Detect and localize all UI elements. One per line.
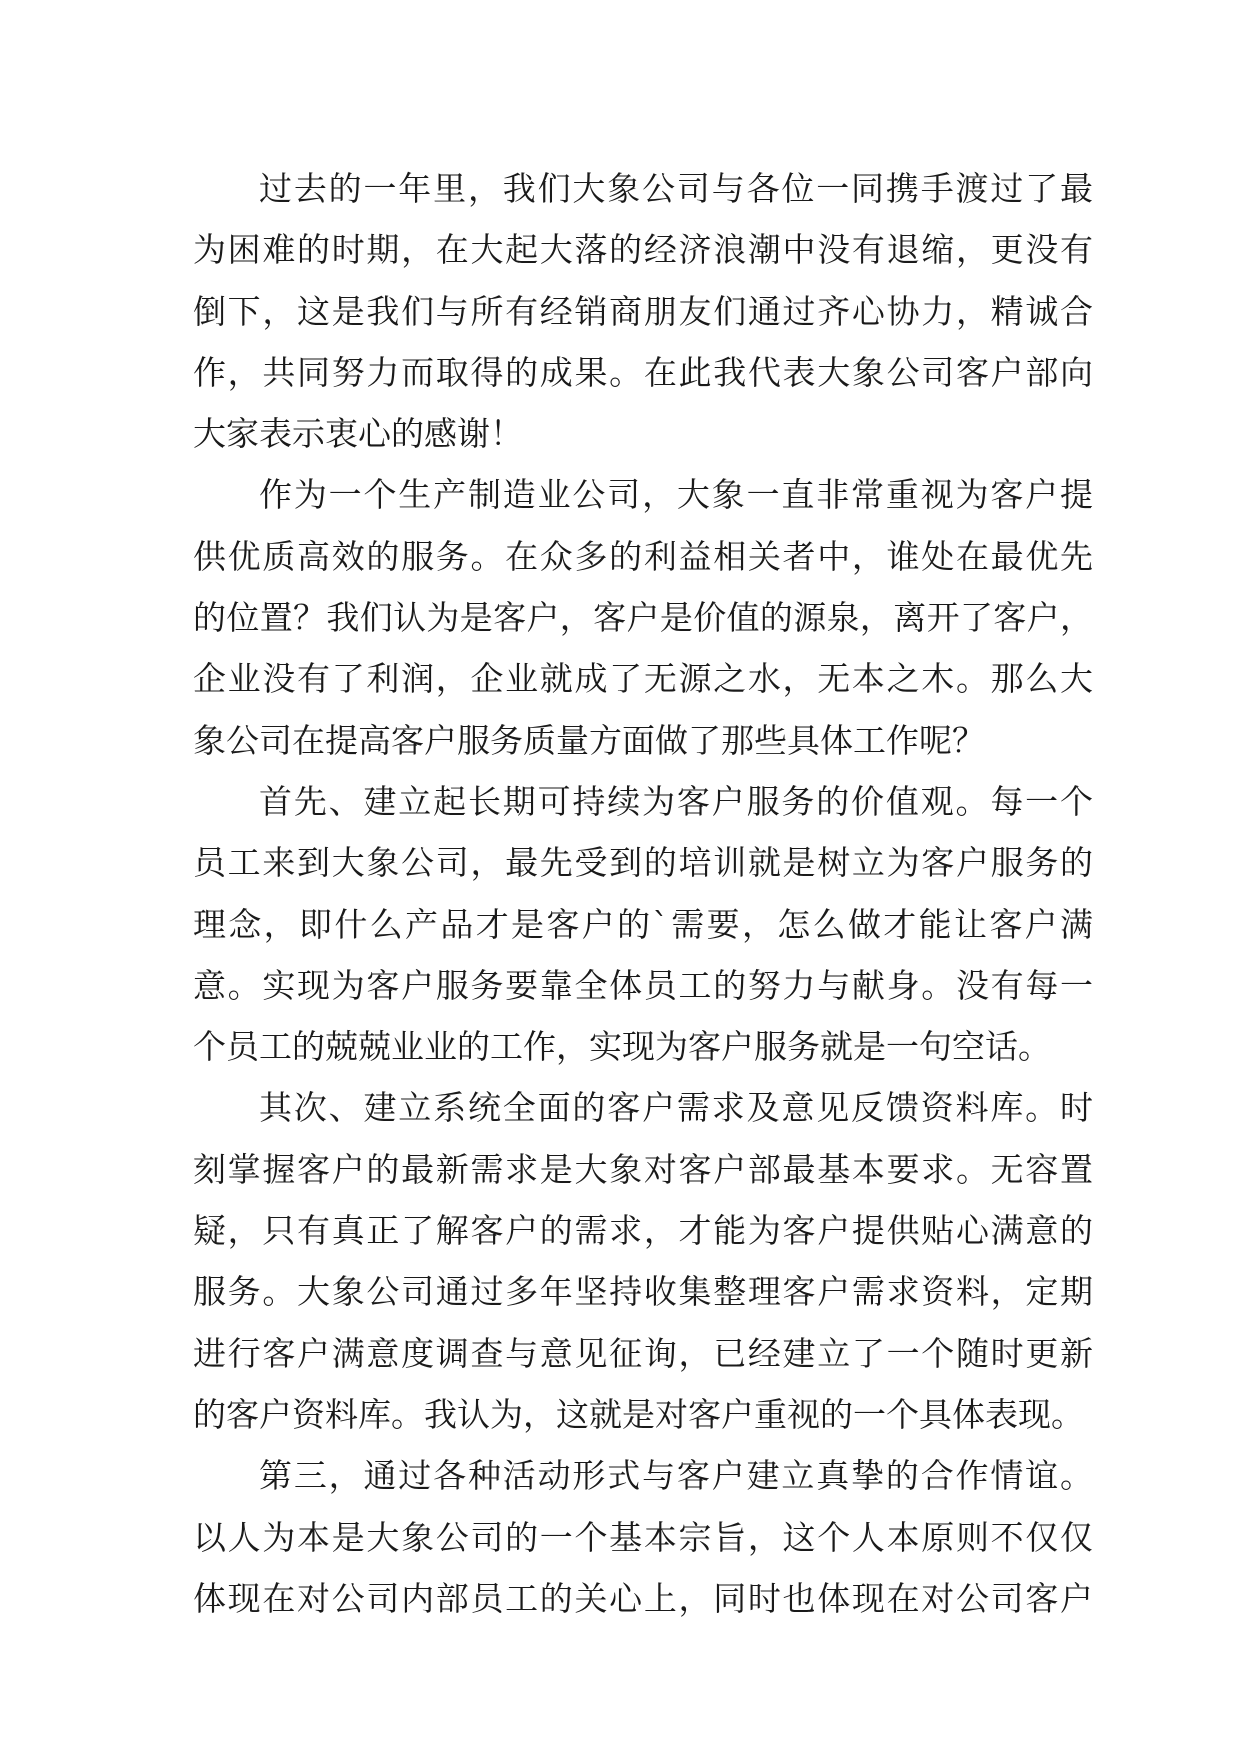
- text-line: 疑，只有真正了解客户的需求，才能为客户提供贴心满意的: [193, 1211, 1093, 1251]
- text-line: 进行客户满意度调查与意见征询，已经建立了一个随时更新: [193, 1333, 1093, 1373]
- text-line: 首先、建立起长期可持续为客户服务的价值观。每一个: [259, 781, 1093, 821]
- text-line: 供优质高效的服务。在众多的利益相关者中，谁处在最优先: [193, 536, 1093, 576]
- text-line: 服务。大象公司通过多年坚持收集整理客户需求资料，定期: [193, 1272, 1093, 1312]
- text-line: 的客户资料库。我认为，这就是对客户重视的一个具体表现。: [193, 1394, 1084, 1434]
- text-line: 刻掌握客户的最新需求是大象对客户部最基本要求。无容置: [193, 1149, 1093, 1189]
- text-line: 大家表示衷心的感谢！: [193, 414, 523, 454]
- text-line: 第三，通过各种活动形式与客户建立真挚的合作情谊。: [259, 1456, 1093, 1496]
- text-line: 以人为本是大象公司的一个基本宗旨，这个人本原则不仅仅: [193, 1517, 1093, 1557]
- text-line: 体现在对公司内部员工的关心上，同时也体现在对公司客户: [193, 1578, 1093, 1618]
- text-line: 为困难的时期，在大起大落的经济浪潮中没有退缩，更没有: [193, 230, 1093, 270]
- text-line: 过去的一年里，我们大象公司与各位一同携手渡过了最: [259, 169, 1093, 208]
- text-line: 的位置？我们认为是客户，客户是价值的源泉，离开了客户，: [193, 598, 1093, 638]
- text-line: 员工来到大象公司，最先受到的培训就是树立为客户服务的: [193, 843, 1093, 883]
- text-line: 作，共同努力而取得的成果。在此我代表大象公司客户部向: [193, 352, 1093, 392]
- text-line: 倒下，这是我们与所有经销商朋友们通过齐心协力，精诚合: [193, 291, 1093, 331]
- text-line: 理念，即什么产品才是客户的`需要，怎么做才能让客户满: [193, 904, 1093, 944]
- text-line: 意。实现为客户服务要靠全体员工的努力与献身。没有每一: [193, 965, 1093, 1005]
- text-line: 企业没有了利润，企业就成了无源之水，无本之木。那么大: [193, 659, 1093, 699]
- text-line: 其次、建立系统全面的客户需求及意见反馈资料库。时: [259, 1088, 1093, 1128]
- text-line: 个员工的兢兢业业的工作，实现为客户服务就是一句空话。: [193, 1027, 1051, 1067]
- text-line: 作为一个生产制造业公司，大象一直非常重视为客户提: [259, 475, 1093, 515]
- text-line: 象公司在提高客户服务质量方面做了那些具体工作呢？: [193, 720, 985, 760]
- document-body: [193, 158, 1093, 1629]
